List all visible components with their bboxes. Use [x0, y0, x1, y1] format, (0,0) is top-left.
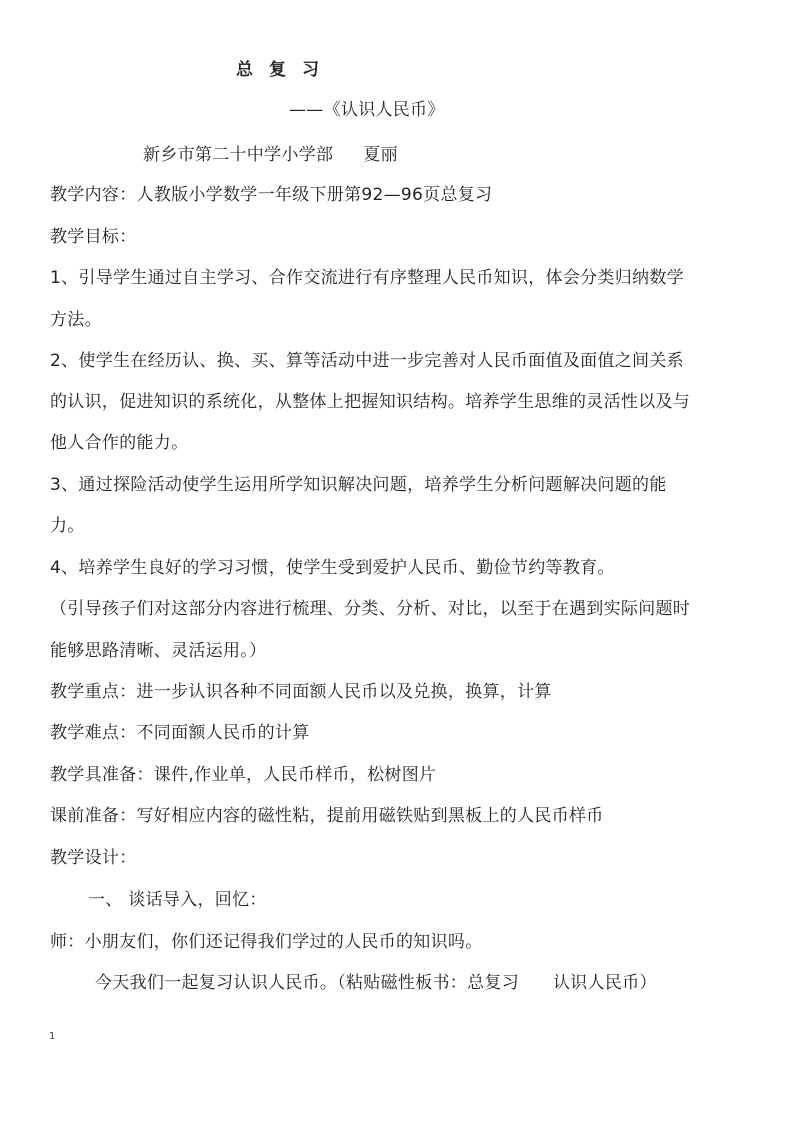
content-line: 教学内容：人教版小学数学一年级下册第92—96页总复习	[50, 185, 493, 205]
objective-2-line-1: 2、使学生在经历认、换、买、算等活动中进一步完善对人民币面值及面值之间关系	[50, 351, 684, 371]
note-line-2: 能够思路清晰、灵活运用。）	[50, 641, 267, 661]
objective-1-line-2: 方法。	[50, 310, 102, 330]
author-school: 新乡市第二十中学小学部	[143, 145, 334, 165]
objective-2-line-3: 他人合作的能力。	[50, 433, 189, 453]
step-1: 一、 谈话导入，回忆：	[88, 890, 267, 910]
design-heading: 教学设计：	[50, 848, 137, 868]
key-points: 教学重点：进一步认识各种不同面额人民币以及兑换，换算，计算	[50, 682, 552, 702]
note-line-1: （引导孩子们对这部分内容进行梳理、分类、分析、对比，以至于在遇到实际问题时	[50, 599, 691, 619]
objective-4: 4、培养学生良好的学习习惯，使学生受到爱护人民币、勤俭节约等教育。	[50, 558, 615, 578]
materials: 教学具准备：课件,作业单，人民币样币，松树图片	[50, 765, 437, 785]
today-line-part-1: 今天我们一起复习认识人民币。（粘贴磁性板书：总复习	[95, 973, 519, 993]
page-number: 1	[49, 1031, 56, 1042]
document-subtitle: ——《认识人民币》	[289, 100, 445, 120]
objective-3-line-2: 力。	[50, 516, 85, 536]
pre-class: 课前准备：写好相应内容的磁性粘，提前用磁铁贴到黑板上的人民币样币	[50, 806, 604, 826]
teacher-line: 师：小朋友们，你们还记得我们学过的人民币的知识吗。	[50, 932, 483, 952]
objective-2-line-2: 的认识，促进知识的系统化，从整体上把握知识结构。培养学生思维的灵活性以及与	[50, 392, 691, 412]
objective-3-line-1: 3、通过探险活动使学生运用所学知识解决问题，培养学生分析问题解决问题的能	[50, 475, 667, 495]
document-title: 总复习	[236, 60, 335, 80]
author-name: 夏丽	[363, 145, 398, 165]
difficulties: 教学难点：不同面额人民币的计算	[50, 723, 310, 743]
objectives-heading: 教学目标：	[50, 227, 137, 247]
today-line-part-2: 认识人民币）	[553, 973, 657, 993]
today-line	[95, 971, 657, 995]
author-line	[143, 143, 398, 167]
objective-1-line-1: 1、引导学生通过自主学习、合作交流进行有序整理人民币知识，体会分类归纳数学	[50, 268, 684, 288]
